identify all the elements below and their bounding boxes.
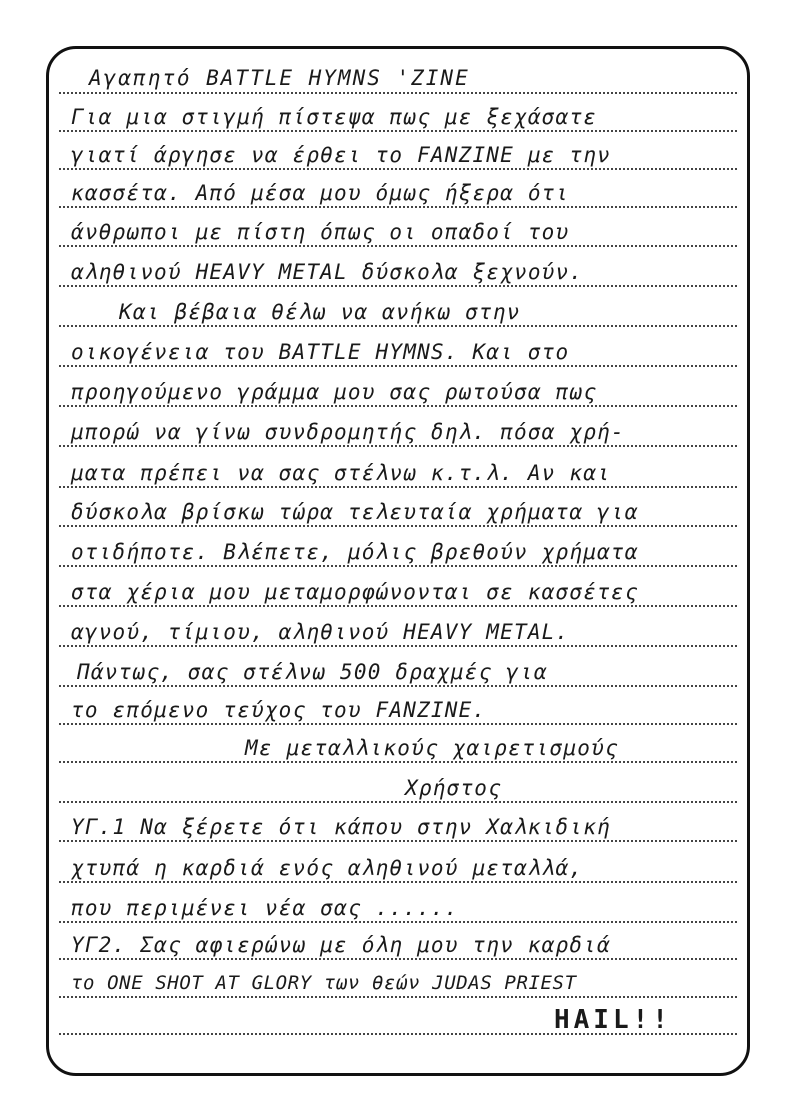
letter-postscript: ΥΓ2. Σας αφιερώνω με όλη μου την καρδιά (71, 933, 611, 957)
letter-line: άνθρωποι με πίστη όπως οι οπαδοί του (71, 220, 570, 244)
letter-line: το ONE SHOT AT GLORY των θεών JUDAS PRIEST (71, 972, 577, 994)
letter-line: Και βέβαια θέλω να ανήκω στην (119, 300, 521, 324)
letter-line: χτυπά η καρδιά ενός αληθινού μεταλλά, (71, 856, 584, 880)
letter-sheet (46, 46, 750, 1076)
letter-body (49, 49, 747, 1073)
letter-line: Για μια στιγμή πίστεψα πως με ξεχάσατε (71, 105, 598, 129)
letter-line: αληθινού HEAVY METAL δύσκολα ξεχνούν. (71, 260, 584, 284)
letter-line: κασσέτα. Από μέσα μου όμως ήξερα ότι (71, 181, 570, 205)
letter-line: γιατί άργησε να έρθει το FANZINE με την (71, 143, 611, 167)
letter-line: ματα πρέπει να σας στέλνω κ.τ.λ. Αν και (71, 461, 611, 485)
letter-line: που περιμένει νέα σας ...... (71, 896, 459, 920)
letter-line: δύσκολα βρίσκω τώρα τελευταία χρήματα για (71, 500, 639, 524)
letter-closing-hail: HAIL!! (554, 1005, 672, 1035)
letter-line: στα χέρια μου μεταμορφώνονται σε κασσέτες (71, 580, 639, 604)
letter-line: οτιδήποτε. Βλέπετε, μόλις βρεθούν χρήματα (71, 540, 639, 564)
letter-line: οικογένεια του BATTLE HYMNS. Και στο (71, 340, 570, 364)
letter-line: το επόμενο τεύχος του FANZINE. (71, 698, 487, 722)
letter-line-closing: Με μεταλλικούς χαιρετισμούς (245, 736, 619, 760)
letter-line: Πάντως, σας στέλνω 500 δραχμές για (77, 660, 548, 684)
letter-postscript: ΥΓ.1 Να ξέρετε ότι κάπου στην Χαλκιδική (71, 815, 611, 839)
letter-line: αγνού, τίμιου, αληθινού HEAVY METAL. (71, 620, 570, 644)
letter-line: προηγούμενο γράμμα μου σας ρωτούσα πως (71, 380, 598, 404)
letter-signature: Χρήστος (405, 776, 502, 800)
letter-line: μπορώ να γίνω συνδρομητής δηλ. πόσα χρή- (71, 420, 625, 444)
letter-line-salutation: Αγαπητό BATTLE HYMNS 'ZINE (89, 66, 470, 90)
